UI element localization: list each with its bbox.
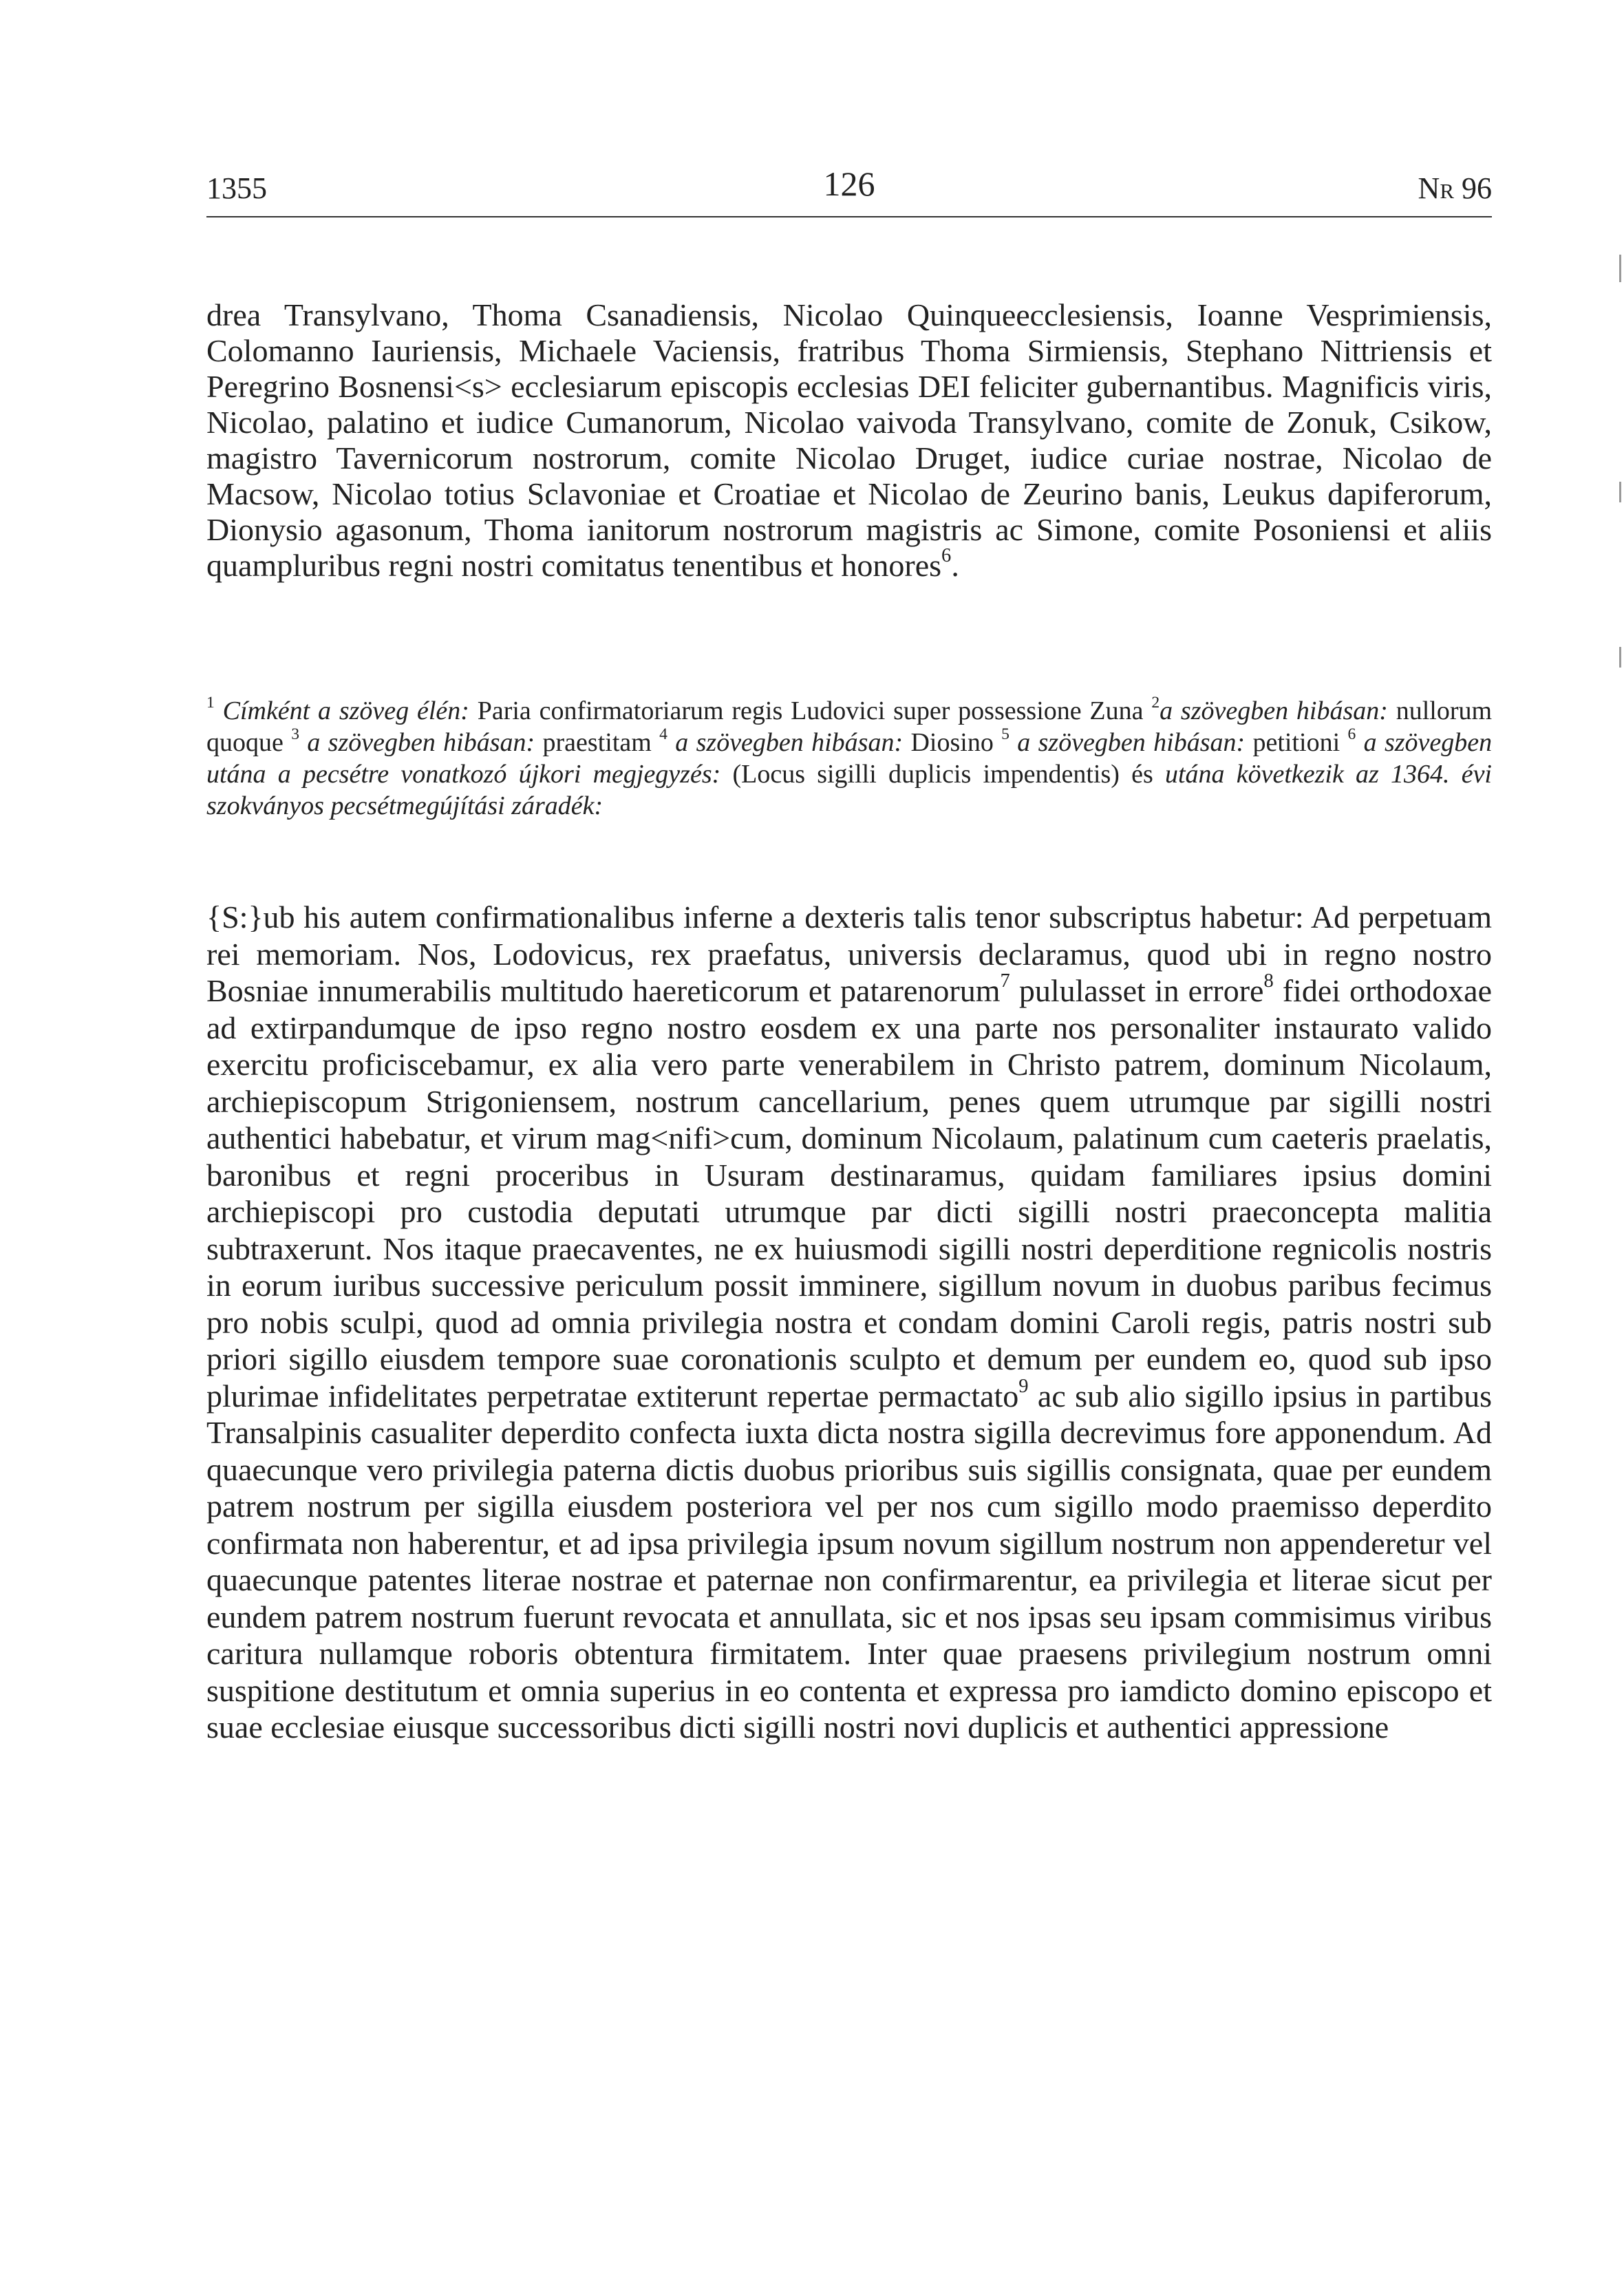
paragraph-2-text-b: pululasset in errore — [1009, 973, 1264, 1008]
year-label: 1355 — [206, 171, 267, 205]
header-rule — [206, 216, 1492, 217]
running-head — [206, 164, 1492, 219]
note-ref-9: 9 — [1018, 1375, 1029, 1397]
footnote-6-conjunction: és — [1131, 760, 1153, 789]
footnote-4-text: Diosino — [910, 728, 994, 757]
paragraph-1-end: . — [951, 548, 959, 583]
footnote-1-text: Paria confirmatoriarum regis Ludovici super possessione Zuna — [477, 696, 1144, 725]
footnote-5-text: petitioni — [1252, 728, 1340, 757]
footnote-4-label: a szövegben hibásan: — [675, 728, 904, 757]
footnote-1-label: Címként a szöveg élén: — [222, 696, 469, 725]
footnote-1-number: 1 — [206, 693, 215, 712]
footnote-block — [206, 695, 1492, 822]
body-paragraph-1 — [206, 297, 1492, 584]
paragraph-2-text-c: fidei orthodoxae ad extirpandumque de ipso regno nostro eosdem ex una parte nos personaliter instaurato valido exercitu proficiscebamur, ex alia vero parte venerabilem in Christo patrem, dominum Nicolaum, archiepiscopum Strigoniensem, nostrum cancellarium, penes quem utrumque par sigilli nostri authentici habebatur, et virum mag<nifi>cum, dominum Nicolaum, palatinum cum caeteris praelatis, baronibus et regni proceribus in Usuram destinaramus, quidam familiares ipsius domini archiepiscopi pro custodia deputati utrumque par dicti sigilli nostri praeconcepta malitia subtraxerunt. Nos itaque praecaventes, ne ex huiusmodi sigilli nostri deperditione regnicolis nostris in eorum iuribus successive periculum possit imminere, sigillum novum in duobus paribus fecimus pro nobis sculpi, quod ad omnia privilegia nostra et condam domini Caroli regis, patris nostri sub priori sigillo eiusdem tempore suae coronationis sculpto et demum per eundem eo, quod sub ipso plurimae infidelitates perpetratae extiterunt repertae permactato — [206, 973, 1492, 1414]
footnote-2-label: a szövegben hibásan: — [1160, 696, 1388, 725]
footnote-6-tail: utána következik az 1364. évi szokványos pecsétmegújítási záradék: — [206, 760, 1492, 820]
note-ref-8: 8 — [1263, 970, 1274, 992]
footnote-3-number: 3 — [291, 725, 299, 743]
footnote-2-number: 2 — [1151, 693, 1160, 712]
scan-edge-mark — [1619, 255, 1621, 282]
document-number: Nr 96 — [1418, 171, 1492, 205]
footnote-6-number: 6 — [1347, 725, 1356, 743]
footnote-5-label: a szövegben hibásan: — [1017, 728, 1246, 757]
paragraph-2-text-d: ac sub alio sigillo ipsius in partibus Transalpinis casualiter deperdito confecta iuxta dicta nostra sigilla decrevimus fore apponendum. Ad quaecunque vero privilegia paterna dictis duobus prioribus suis sigillis consignata, quae per eundem patrem nostrum per sigilla eiusdem posteriora vel per nos cum sigillo modo praemisso deperdito confirmata non haberentur, et ad ipsa privilegia ipsum novum sigillum nostrum non appenderetur vel quaecunque patentes literae nostrae et paternae non confirmarentur, ea privilegia et literae sicut per eundem patrem nostrum fuerunt revocata et annullata, sic et nos ipsas seu ipsam commisimus viribus caritura nullamque roboris obtentura firmitatem. Inter quae praesens privilegium nostrum omni suspitione destitutum et omnia superius in eo contenta et expressa pro iamdicto domino episcopo et suae ecclesiae eiusque successoribus dicti sigilli nostri novi duplicis et authentici appressione — [206, 1378, 1492, 1745]
footnote-2-text: nullorum quoque — [206, 696, 1493, 757]
footnote-3-text: praestitam — [542, 728, 652, 757]
note-ref-7: 7 — [1000, 970, 1010, 992]
paragraph-2-text-a: {S:}ub his autem confirmationalibus inferne a dexteris talis tenor subscriptus habetur: Ad perpetuam rei memoriam. Nos, Lodovicus, rex praefatus, universis declaramus, quod ubi in regno nostro Bosniae innumerabilis multitudo haereticorum et patarenorum — [206, 899, 1492, 1008]
footnote-6-text: (Locus sigilli duplicis impendentis) — [732, 760, 1120, 789]
scan-edge-mark — [1619, 482, 1621, 502]
scan-edge-mark — [1619, 647, 1621, 668]
footnote-3-label: a szövegben hibásan: — [307, 728, 535, 757]
footnote-6-label: a szövegben utána a pecsétre vonatkozó újkori megjegyzés: — [206, 728, 1493, 789]
note-ref-6: 6 — [941, 545, 952, 567]
body-paragraph-2 — [206, 899, 1492, 1746]
footnote-4-number: 4 — [659, 725, 667, 743]
footnote-5-number: 5 — [1001, 725, 1009, 743]
document-page — [206, 0, 1492, 2271]
page-number: 126 — [823, 164, 875, 203]
paragraph-1-text: drea Transylvano, Thoma Csanadiensis, Nicolao Quinqueecclesiensis, Ioanne Vesprimiensis, Colomanno Iauriensis, Michaele Vaciensis, fratribus Thoma Sirmiensis, Stephano Nittriensis et Peregrino Bosnensi<s> ecclesiarum episcopis ecclesias DEI feliciter gubernantibus. Magnificis viris, Nicolao, palatino et iudice Cumanorum, Nicolao vaivoda Transylvano, comite de Zonuk, Csikow, magistro Tavernicorum nostrorum, comite Nicolao Druget, iudice curiae nostrae, Nicolao de Macsow, Nicolao totius Sclavoniae et Croatiae et Nicolao de Zeurino banis, Leukus dapiferorum, Dionysio agasonum, Thoma ianitorum nostrorum magistris ac Simone, comite Posoniensi et aliis quampluribus regni nostri comitatus tenentibus et honores — [206, 297, 1492, 583]
